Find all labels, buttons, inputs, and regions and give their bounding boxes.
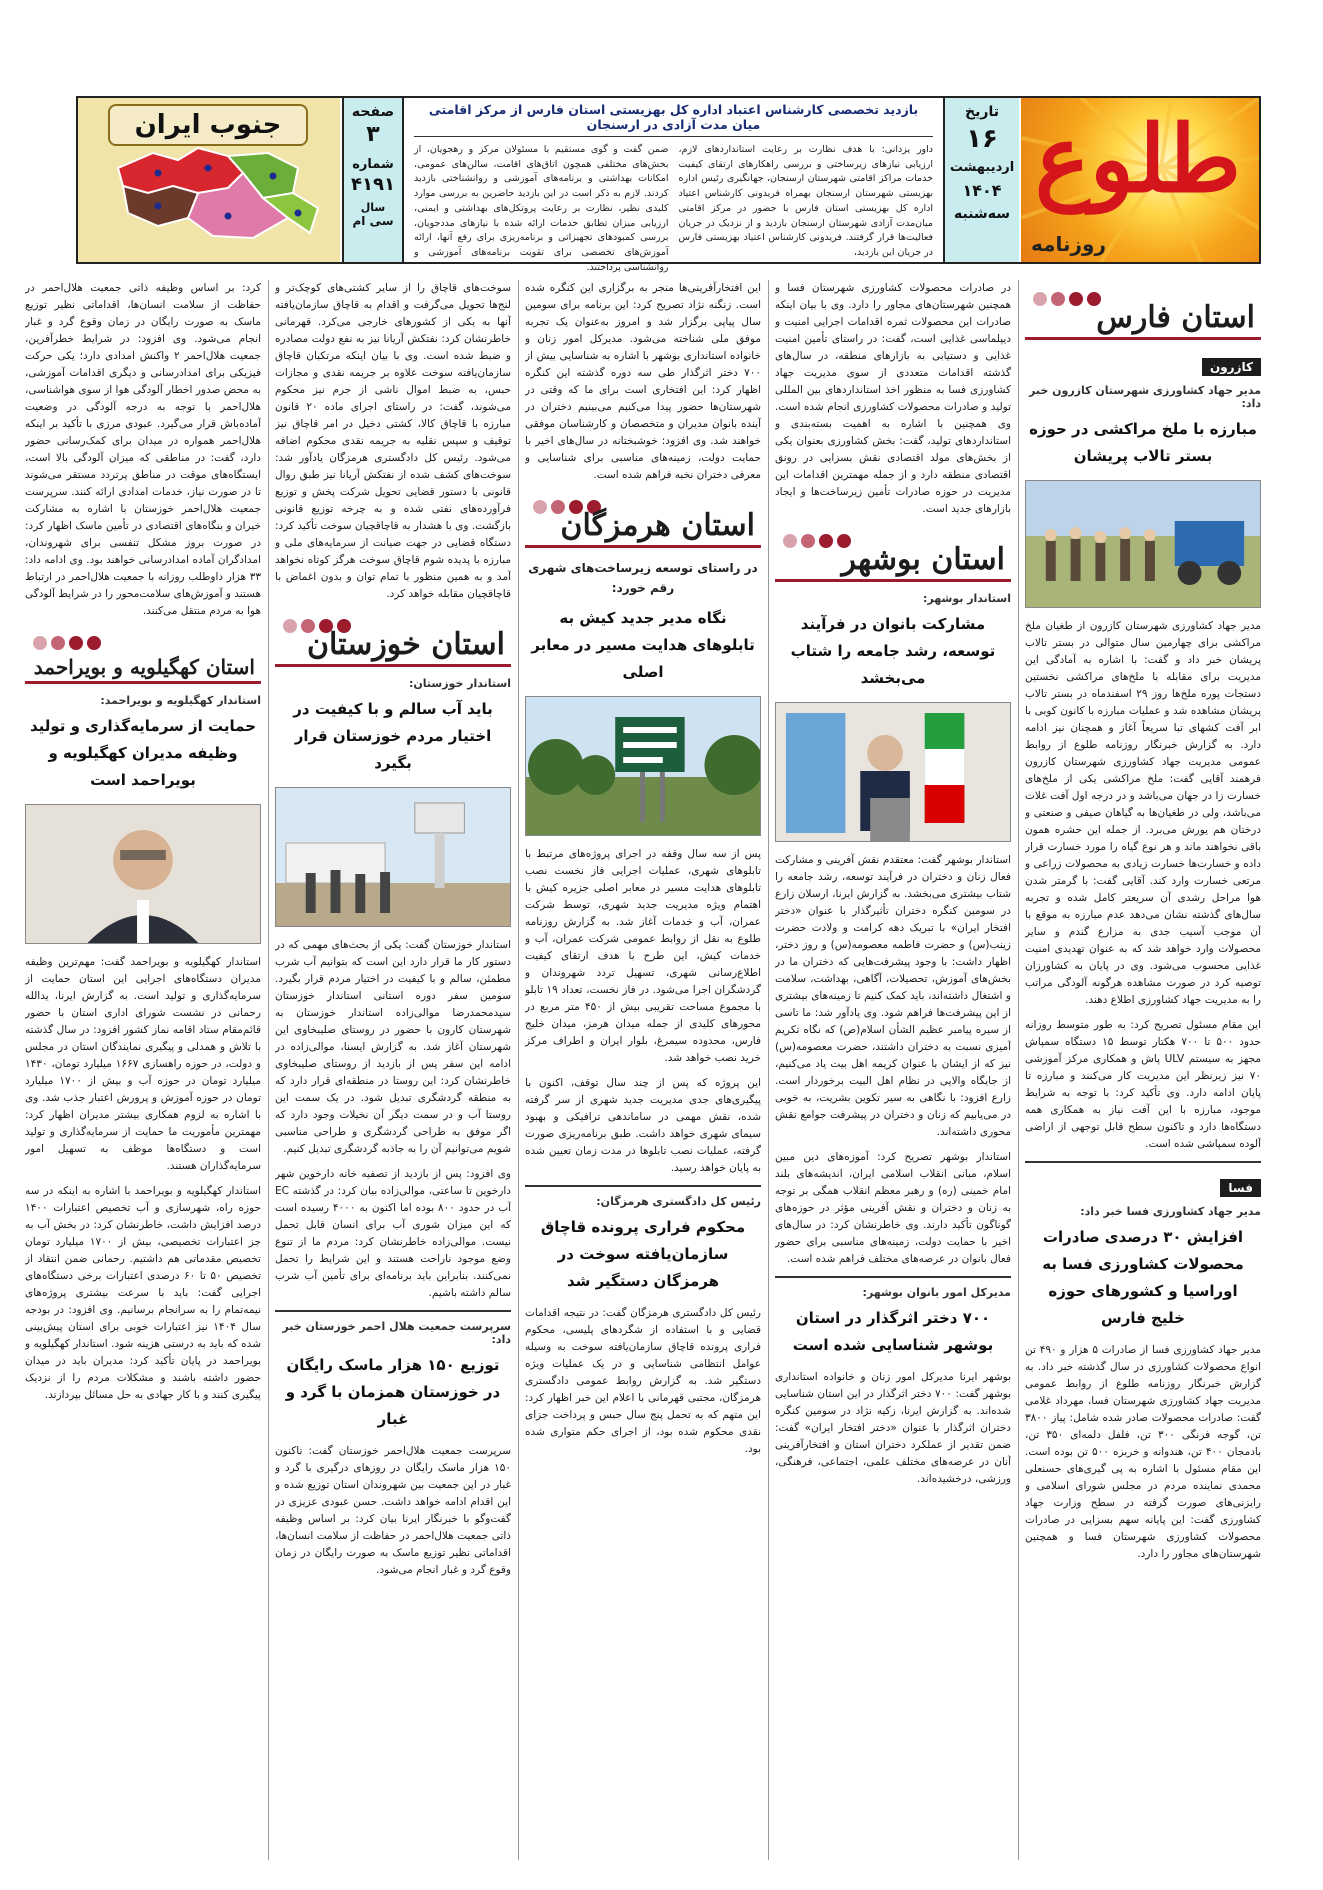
article-title: مبارزه با ملخ مراکشی در حوزه بستر تالاب پریشان: [1029, 420, 1257, 465]
article-body: رئیس کل دادگستری هرمزگان گفت: در نتیجه اقدامات قضایی و با استفاده از شگردهای پلیسی، محکوم فراری پرونده قاچاق سازمان‌یافته سوخت به وسیله عوامل انتظامی شناسایی و در یک عملیات ویژه دستگیر شد. به گزارش روابط عمومی دادگستری هرمزگان، مجتبی قهرمانی با اعلام این خبر اظهار کرد: این متهم که به تحمل پنج سال حبس و پرداخت جزای نقدی محکوم شده بود، از اجرای حکم متواری شده بود.: [525, 1306, 761, 1455]
column-hormozgan: [525, 280, 761, 1860]
logo-wordmark: طلوع: [1034, 105, 1241, 213]
newspaper-logo: [1021, 98, 1259, 262]
issue-number: ۴۱۹۱: [351, 174, 395, 195]
article-kicker: مدیر جهاد کشاورزی شهرستان کازرون خبر داد:: [1029, 384, 1261, 410]
divider: [1025, 1161, 1261, 1163]
date-day: ۱۶: [966, 124, 998, 154]
article-title: محکوم فراری پرونده قاچاق سازمان‌یافته سوخت در هرمزگان دستگیر شد: [540, 1217, 746, 1290]
article-body: استاندار خوزستان گفت: یکی از بحث‌های مهمی که در دستور کار ما قرار دارد این است که بتوانیم آب شرب مطمئن، سالم و با کیفیت در اختیار مردم قرار بگیرد. سومین سفر دوره استانی استاندار خوزستان سید‌محمدرضا موالی‌زاده استاندار خوزستان به شهرستان کارون با حضور در روستای صلیبخاوی این شهرستان آغاز شد. به گزارش ایسنا، موالی‌زاده در ادامه این سفر پس از بازدید از روستای صلیبخاوی خاطرنشان کرد: این روستا در منطقه‌ای قرار دارد که به منطقه گردشگری تبدیل شود. در یک سمت این روستا آب و در سمت دیگر آن نخیلات وجود دارد که اگر موفق به طراحی گردشگری و طراحی مناسبی شویم می‌توانیم آن را به جاذبه گردشگری تبدیل کنیم.: [275, 939, 511, 1155]
article-kicker: مدیرکل امور بانوان بوشهر:: [862, 1286, 1011, 1299]
logo-subtitle: روزنامه: [1031, 232, 1106, 256]
article-body: پس از سه سال وقفه در اجرای پروژه‌های مرتبط با تابلوهای شهری، عملیات اجرایی فاز نخست نصب تابلوهای هدایت مسیر در معابر اصلی جزیره کیش با اهتمام ویژه مدیریت جدید شهری، توسط شرکت عمران، آب و خدمات آغاز شد. به گزارش روزنامه طلوع به نقل از روابط عمومی شرکت عمران، آب و خدمات کیش، این طرح با هدف ارتقای کیفیت اطلاع‌رسانی شهری، تسهیل تردد شهروندان و گردشگران اجرا می‌شود. در فاز نخست، تعداد ۱۹ تابلو با مجموع مساحت تقریبی بیش از ۴۵۰ متر مربع در محورهای کلیدی از جمله میدان هرمز، میدان خلیج فارس، محدوده سیمرغ، بلوار ایران و اطراف مرکز خرید نصب خواهد شد.: [525, 847, 761, 1064]
article-title: مشارکت بانوان در فرآیند توسعه، رشد جامعه را شتاب می‌بخشد: [790, 615, 996, 687]
date-year: ۱۴۰۴: [962, 181, 1002, 200]
year-value: سی ام: [352, 214, 394, 228]
column-divider: [768, 280, 769, 1860]
province-name: استان بوشهر: [841, 542, 1005, 577]
page-label: صفحه: [351, 104, 395, 120]
column-fars: [1025, 280, 1261, 1860]
divider: [525, 1185, 761, 1187]
article-body: استاندار بوشهر گفت: معتقدم نقش آفرینی و مشارکت فعال زنان و دختران در فرآیند توسعه، رشد جامعه را شتاب بیشتری می‌بخشد. به گزارش ایرنا، ارسلان زارع در سومین کنگره دختران تأثیرگذار با عنوان «دختر افتخار ایران» با تبریک دهه کرامت و ولادت حضرت زینب(س) و حضرت فاطمه معصومه(س) و روز دختر، اظهار داشت: با وجود پیشرفت‌هایی که دختران ما در بخش‌های آموزش، تحصیلات، آگاهی، بهداشت، سلامت و اشتغال داشته‌اند، باید کمک کنیم تا زمینه‌های بیشتری از این پیشرفت‌ها فراهم شود. وی یادآور شد: ما تاسی از سیره پیامبر عظیم الشأن اسلام(ص) که نگاه تکریم آمیزی نسبت به دختران داشتند، حضرت معصومه(س) نیز که از ایشان با عنوان کریمه اهل بیت یاد می‌کنیم، از جایگاه والایی در نظام اهل البیت برخوردار است. زارع افزود: با نگاهی به سیر تکوین بشریت، به خوبی در می‌یابیم که زنان و دختران در پیشرفت جوامع نقش محوری داشته‌اند.: [775, 854, 1011, 1138]
lead-text-col-2: ضمن گفت و گوی مستقیم با مسئولان مرکز و رهجویان، از بخش‌های مختلفی همچون اتاق‌های اقامت، سالن‌های عمومی، امکانات بهداشتی و برنامه‌های آموزشی و روانشناختی بازدید کردند. لازم به ذکر است در این بازدید حاضرین به بررسی موارد کلیدی نظیر، نظارت بر رعایت پروتکل‌های بهداشتی و ایمنی، ارزیابی میزان تطابق خدمات ارائه شده با نیازهای مددجویان، بررسی کمبودهای تجهیزاتی و برنامه‌ریزی برای رفع آنها، ارائه آموزش‌های تخصصی برای تقویت برنامه‌های آموزشی و روانشناسی پرداختند.: [414, 144, 669, 273]
issue-label: شماره: [352, 157, 394, 172]
province-name: استان خوزستان: [306, 627, 505, 662]
masthead: [76, 96, 1261, 273]
lead-story: [406, 98, 941, 273]
water-tower-photo-icon: [276, 788, 510, 927]
column-divider: [1018, 280, 1019, 1860]
column-khuzestan: [275, 280, 511, 1860]
article-body: استاندار کهگیلویه و بویراحمد گفت: مهم‌ترین وظیفه مدیران دستگاه‌های اجرایی این استان حمایت از سرمایه‌گذاری و تولید است. به گزارش ایرنا، یدالله رحمانی در نشست شورای اداری استان با حضور قائم‌مقام ستاد اقامه نماز کشور افزود: در سال گذشته با تلاش و همدلی و پیگیری نمایندگان استان در مجلس و دولت، در حوزه راهسازی ۱۶۶۷ میلیارد تومان، ۱۴۳۰ میلیارد تومان در حوزه آب و بیش از ۱۷۰۰ میلیارد تومان در حوزه آموزش و پرورش اعتبار جذب شد. وی با اشاره به لزوم همکاری بیشتر مدیران اظهار کرد: مهمترین مأموریت ما حمایت از سرمایه‌گذاری و تولید است و دستگاه‌ها موظف به تسهیل امور سرمایه‌گذاران هستند.: [25, 956, 261, 1172]
article-body: این پروژه که پس از چند سال توقف، اکنون با پیگیری‌های جدی مدیریت جدید شهری از سر گرفته شده، نقش مهمی در ساماندهی ترافیکی و بهبود سیمای شهری خواهد داشت. طبق برنامه‌ریزی صورت گرفته، عملیات نصب تابلوها در مدت زمان تعیین شده به پایان خواهد رسید.: [525, 1076, 761, 1174]
article-kicker: استاندار خوزستان:: [408, 677, 511, 690]
article-title: توزیع ۱۵۰ هزار ماسک رایگان در خوزستان همزمان با گرد و غبار: [285, 1356, 501, 1428]
article-body: سوخت‌های قاچاق را از سایر کشتی‌های کوچک‌تر و لنج‌ها تحویل می‌گرفت و اقدام به قاچاق سازمان‌یافته آنها به یکی از کشورهای خارجی می‌کرد. قهرمانی خاطرنشان کرد: نفتکش آریانا نیز به نفع دولت مصادره و ضبط شده است. وی با بیان اینکه مرتکبان قاچاق سازمان‌یافته سوخت علاوه بر جریمه نقدی و مجازات حبس، به ضبط اموال ناشی از جرم نیز محکوم می‌شوند، گفت: در راستای اجرای ماده ۲۰ قانون مبارزه با قاچاق کالا، کشتی دخیل در امر قاچاق نیز توقیف و سپس نقلیه به جریمه نقدی محکوم اضافه می‌شود. رئیس کل دادگستری هرمزگان یادآور شد: سوخت‌های کشف شده از نفتکش آریانا نیز طبق روال قانونی با دستور قضایی تحویل شرکت پخش و توزیع فرآورده‌های نفتی شده و به چرخه توزیع قانونی بازگشت. وی با هشدار به قاچاقچیان سوخت تأکید کرد: دستگاه قضایی در جهت صیانت از سرمایه‌های ملی و مبارزه با پدیده شوم قاچاق سوخت هرگز کوتاه نخواهد آمد و به همین منظور با تمام توان و بدون اغماض با قاچاقچیان مقابله خواهد کرد.: [275, 282, 511, 600]
lead-text-col-1: داور یزدانی: با هدف نظارت بر رعایت استانداردهای لازم، ارزیابی نیازهای زیرساختی و بررسی راهکارهای ارتقای کیفیت خدمات مراکز اقامتی شهرستان ارسنجان، جهانگیری رئیس اداره بهزیستی شهرستان ارسنجان بهمراه فریدونی کارشناس اعتیاد اداره کل بهزیستی استان فارس با حضور در مرکز اقامتی میان‌مدت آزادی شهرستان ارسنجان بازدید و از نزدیک در جریان فعالیت‌ها قرار گرفتند. فریدونی کارشناس اعتیاد بهزیستی فارس در جریان این بازدید،: [678, 144, 933, 259]
header-dots-icon: [1033, 292, 1101, 306]
column-kohgiluyeh: [25, 280, 261, 1860]
province-name: استان کهگیلویه و بویراحمد: [33, 655, 255, 679]
province-name: استان فارس: [1096, 300, 1255, 335]
column-bushehr: [775, 280, 1011, 1860]
lead-headline: بازدید تخصصی کارشناس اعتباد اداره کل بهزیستی استان فارس از مرکز اقامتی میان مدت آزادی در ارسنجان: [414, 102, 933, 137]
speaker-photo-icon: [776, 703, 1010, 842]
date-weekday: سه‌شنبه: [954, 206, 1010, 222]
year-label: سال: [360, 201, 386, 214]
region-title: جنوب ایران: [108, 104, 308, 146]
article-body: این افتخارآفرینی‌ها منجر به برگزاری این کنگره شده است. زنگنه نژاد تصریح کرد: این برنامه برای سومین سال پیاپی برگزار شد و امروز به‌عنوان یک تجربه موفق ملی شناخته می‌شود. مدیرکل امور زنان و خانواده استانداری بوشهر با اشاره به شناسایی بیش از ۷۰۰ دختر اثرگذار طی سه دوره گذشته این کنگره اظهار کرد: این افتخاری است برای ما که وقتی در شهرستان‌ها حضور پیدا می‌کنیم می‌بینیم دختران در آینده بانوان مدیران و متخصصان و کارشناسان موفقی خواهند شد. وی افزود: خوشبختانه در سال‌های اخیر با حمایت دولت، زمینه‌های مناسبی برای شناسایی و معرفی دختران نخبه فراهم شده است.: [525, 282, 761, 481]
date-box: [943, 98, 1019, 262]
region-section-banner: [78, 98, 340, 262]
city-badge-kazerun: کازرون: [1202, 358, 1261, 376]
article-body: کرد: بر اساس وظیفه ذاتی جمعیت هلال‌احمر در حفاظت از سلامت انسان‌ها، اقداماتی نظیر توزیع ماسک به صورت رایگان در زمان وقوع گرد و غبار انجام می‌شود. وی افزود: در شرایط خطرآفرین، جمعیت هلال‌احمر ۲ واکنش امدادی دارد؛ یکی حرکت فیزیکی برای امدادرسانی و دیگری اقدامات آموزشی، به محض صدور اخطار آلودگی هوا از سوی هواشناسی، هلال‌احمر با توجه به درجه آلودگی در وضعیت آماده‌باش قرار می‌گیرد. عبودی مرزی با تأکید بر اینکه هلال‌احمر همواره در میدان برای کمک‌رسانی حضور دارد، گفت: در مناطقی که میزان آلودگی بالا است، ایستگاه‌های موقت در مناطق پرتردد مستقر می‌شوند تا در صورت نیاز، خدمات امدادی ارائه کنند. سرپرست جمعیت هلال‌احمر خوزستان با اشاره به مشارکت خیران و بنگاه‌های اقتصادی در تأمین ماسک اظهار کرد: در صورت بروز مشکل تنفسی برای شهروندان، امدادگران آماده امدادرسانی خواهند بود. وی ادامه داد: ۳۳ هزار داوطلب روزانه با جمعیت هلال‌احمر در ارتباط هستند و آموزش‌های سلامت‌محور را در شرایط آلودگی هوا به مردم منتقل می‌کنند.: [25, 282, 261, 617]
article-kicker: در راستای توسعه زیرساخت‌های شهری رقم خورد:: [528, 561, 758, 596]
column-divider: [518, 280, 519, 1860]
article-title: حمایت از سرمایه‌گذاری و تولید وظیفه مدیران کهگیلویه و بویراحمد است: [29, 717, 257, 789]
article-body: مدیر جهاد کشاورزی فسا از صادرات ۵ هزار و ۴۹۰ تن انواع محصولات کشاورزی در سال گذشته خبر داد. به گزارش خبرنگار روزنامه طلوع از روابط عمومی مدیریت جهاد کشاورزی شهرستان فسا، مهرداد غلامی گفت: صادرات محصولات صادر شده شامل: پیاز ۳۸۰۰ تن، گوجه فرنگی ۳۰۰ تن، فلفل دلمه‌ای ۳۵۰ تن، بادمجان ۴۰۰ تن، هندوانه و خربزه ۵۰۰ تن بوده است. این مقام مسئول با اشاره به پی گیری‌های حسنعلی محمدی نماینده مردم در مجلس شورای اسلامی و رایزنی‌های صورت گرفته در سطح وزارت جهاد کشاورزی گفت: این پایانه سهم بسزایی در صادرات محصولات کشاورزی شهرستان فسا و همچنین شهرستان‌های مجاور را دارد.: [1025, 1344, 1261, 1560]
article-photo: [25, 804, 261, 944]
article-kicker: رئیس کل دادگستری هرمزگان:: [596, 1194, 761, 1208]
divider: [275, 1310, 511, 1312]
article-title: باید آب سالم و با کیفیت در اختیار مردم خوزستان قرار بگیرد: [293, 700, 493, 772]
road-sign-photo-icon: [526, 697, 760, 836]
article-body: در صادرات محصولات کشاورزی شهرستان فسا و همچنین شهرستان‌های مجاور را دارد. وی با بیان اینکه صادرات این محصولات ثمره اقدامات اجرایی امنیت و دیپلماسی غذایی است، گفت: در راستای تأمین امنیت غذایی و دستیابی به بازارهای منطقه، در سال‌های گذشته اقدامات متعددی از سوی مدیریت جهاد کشاورزی فسا به منظور اخذ استانداردهای بین المللی تولید و صادرات محصولات کشاورزی انجام شده است. وی همچنین با اشاره به اهمیت بسته‌بندی و استانداردهای تولید، گفت: بخش کشاورزی بعنوان یکی از بخش‌های مولد اقتصادی نقش بسزایی در رونق اقتصادی منطقه دارد و از جمله مهمترین اقدامات این مدیریت در حوزه صادرات تأمین زیرساخت‌ها و ایجاد بازارهای جدید است.: [775, 282, 1011, 515]
article-body: این مقام مسئول تصریح کرد: به طور متوسط روزانه حدود ۵۰۰ تا ۷۰۰ هکتار توسط ۱۵ دستگاه سمپاش مجهز به سیستم ULV پاش و همکاری مرکز آموزشی ۷۰ نیز زیرنظر این مدیریت کار می‌کنند و مبارزه تا پایان ادامه دارد. وی تأکید کرد: با توجه به شرایط موجود، مبارزه با این آفت نیاز به همکاری همه دستگاه‌ها دارد و تاکنون سطح قابل توجهی از اراضی آلوده سمپاشی شده است.: [1025, 1019, 1261, 1150]
article-title: ۷۰۰ دختر اثرگذار در استان بوشهر شناسایی شده است: [792, 1309, 994, 1354]
header-dots-icon: [33, 636, 101, 650]
province-header-hormozgan: [525, 492, 761, 548]
article-kicker: مدیر جهاد کشاورزی فسا خبر داد:: [1080, 1205, 1261, 1218]
province-header-khuzestan: [275, 611, 511, 667]
official-portrait-icon: [26, 805, 260, 944]
province-header-bushehr: [775, 526, 1011, 582]
page-info-box: [342, 98, 404, 262]
divider: [775, 1276, 1011, 1278]
field-workers-photo-icon: [1026, 481, 1260, 608]
article-photo: [775, 702, 1011, 842]
article-body: سرپرست جمعیت هلال‌احمر خوزستان گفت: تاکنون ۱۵۰ هزار ماسک رایگان در روزهای درگیری با گرد و غبار در این جمعیت بین شهروندان استان توزیع شده و این اقدام ادامه خواهد داشت. حسن عبودی عزیزی در گفت‌وگو با خبرنگار ایرنا بیان کرد: بر اساس وظیفه ذاتی جمعیت هلال‌احمر در حفاظت از سلامت انسان‌ها، اقداماتی نظیر توزیع ماسک به صورت رایگان در زمان وقوع گرد و غبار انجام می‌شود.: [275, 1445, 511, 1576]
page-number: ۳: [366, 122, 380, 147]
article-body: وی افزود: پس از بازدید از تصفیه خانه دارخوین شهر دارخوین تا ساعتی، موالی‌زاده بیان کرد: در گذشته EC آب در حدود ۸۰۰ بوده اما اکنون به ۴۰۰۰ رسیده است که این میزان شوری آب برای انسان قابل تحمل نیست. موالی‌زاده خاطرنشان کرد: مردم ما از تنوع وضع موجود ناراحت هستند و این شرایط را تحمل نمی‌کنند. بنابراین باید برنامه‌ای برای تأمین آب شرب سالم داشته باشیم.: [275, 1168, 511, 1299]
date-month: اردیبهشت: [949, 160, 1015, 175]
province-name: استان هرمزگان: [560, 508, 755, 543]
city-badge-fasa: فسا: [1220, 1179, 1261, 1197]
article-body: استاندار کهگیلویه و بویراحمد با اشاره به اینکه در سه حوزه راه، شهرسازی و آب تخصیص اعتبارات ۱۴۰۰ درصد افزایش داشت، خاطرنشان کرد: در بخش آب به جز اعتبارات تخصیصی، بیش از ۱۷۰۰ میلیارد تومان تخصیص مقدماتی هم داشتیم. رحمانی ضمن انتقاد از تخصیص ۵۰ تا ۶۰ درصدی اعتبارات برخی دستگاه‌های اجرایی گفت: باید با سرعت بیشتری پروژه‌های نیمه‌تمام را به سرانجام برسانیم. وی افزود: در بودجه سال ۱۴۰۴ نیز اعتبارات خوبی برای استان پیش‌بینی شده که باید به درستی هزینه شود. استاندار کهگیلویه و بویراحمد در پایان تأکید کرد: مدیران باید در میدان حضور داشته باشند و مشکلات مردم را از نزدیک پیگیری کنند و با کار جهادی به حل مسائل بپردازند.: [25, 1185, 261, 1401]
article-kicker: استاندار بوشهر:: [923, 592, 1011, 605]
article-photo: [1025, 480, 1261, 608]
article-photo: [275, 787, 511, 927]
article-photo: [525, 696, 761, 836]
province-header-fars: [1025, 284, 1261, 340]
column-divider: [268, 280, 269, 1860]
date-label: تاریخ: [965, 104, 999, 120]
article-title: افزایش ۳۰ درصدی صادرات محصولات کشاورزی فسا به اوراسیا و کشورهای حوزه خلیج فارس: [1042, 1228, 1244, 1327]
article-title: نگاه مدیر جدید کیش به تابلوهای هدایت مسیر در معابر اصلی: [531, 608, 755, 681]
article-kicker: سرپرست جمعیت هلال احمر خوزستان خبر داد:: [282, 1320, 511, 1346]
article-body: بوشهر ایرنا مدیرکل امور زنان و خانواده استانداری بوشهر گفت: ۷۰۰ دختر اثرگذار در این استان شناسایی شده‌اند. به گزارش ایرنا، زکیه نژاد در سومین کنگره دختران اثرگذار با عنوان «دختر افتخار ایران» گفت: ضمن تقدیر از عملکرد دختران استان و افتخارآفرینی آنان در عرصه‌های مختلف علمی، اجتماعی، فرهنگی، ورزشی، درخشیده‌اند.: [775, 1371, 1011, 1485]
article-kicker: استاندار کهگیلویه و بویراحمد:: [100, 694, 261, 707]
article-body: مدیر جهاد کشاورزی شهرستان کازرون از طغیان ملخ مراکشی برای چهارمین سال متوالی در بستر تالاب پریشان خبر داد و گفت: با اشاره به آمادگی این مدیریت برای مقابله با ملخ‌های مراکشی نخستین دستجات پوره ملخ‌ها روز ۲۹ اسفندماه در بستر تالاب پریشان مشاهده شد و عملیات مبارزه با کانون کوبی با ابر آفت کشهای تبا سریعاً آغاز و همچنان نیز ادامه دارد. به گزارش خبرنگار روزنامه طلوع از روابط عمومی مدیریت جهاد کشاورزی شهرستان کازرون فرهمند آقایی گفت: ملخ مراکشی یکی از ملخ‌های خسارت زا در جهان می‌باشد و در درجه اول آفت غلات می‌باشد، ولی در طغیان‌ها به گیاهان صیفی و صنعتی و درختان هم یورش می‌برد. از جمله این حشره همون باقی نخواهند ماند و هر نوع گیاه را مورد خسارت قرار داده و خسارت‌ها خسارت زیادی به محصولات زراعی و مرتعی خسارت وارد کند. آقایی گفت: با گرمتر شدن هوا مراحل رشدی آن سریعتر کامل شده و تجربه سال‌های گذشته نشان می‌دهد عدم مبارزه به موقع با آن موجب آسیب جدی به مزارع گندم و سایر محصولات وارد خواهد شد که به عنوان تهدیدی امنیت غذایی محسوب می‌شود. وی در پایان به کشاورزان توصیه کرد در صورت مشاهده هرگونه آلودگی مراتب را به مدیریت جهاد کشاورزی اطلاع دهند.: [1025, 620, 1261, 1006]
article-body: استاندار بوشهر تصریح کرد: آموزه‌های دین مبین اسلام، مبانی انقلاب اسلامی ایران، اندیشه‌های بلند امام خمینی (ره) و رهبر معظم انقلاب همگی بر توجه به زنان و دختران و نقش آفرینی مؤثر در حوزه‌های گوناگون تأکید دارند. وی خاطرنشان کرد: در سال‌های اخیر با حمایت دولت، زمینه‌های مناسبی برای حضور فعال بانوان در عرصه‌های مختلف فراهم شده است.: [775, 1151, 1011, 1265]
province-header-kohgiluyeh: [25, 628, 261, 684]
